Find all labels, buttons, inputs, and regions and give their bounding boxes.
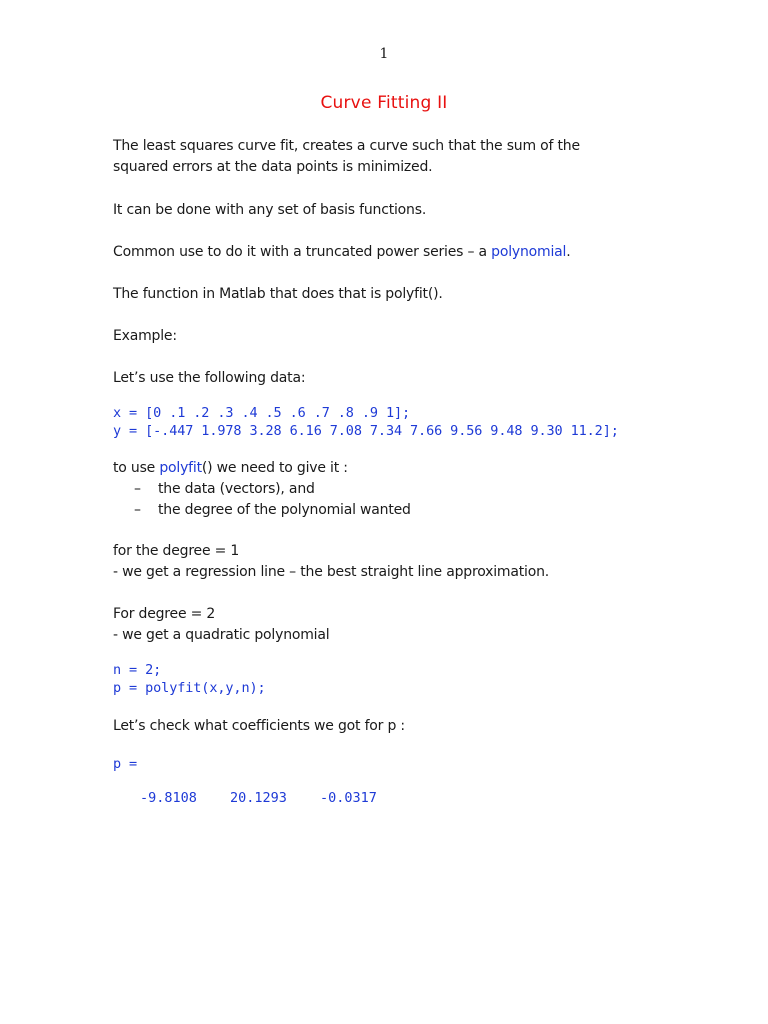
- matlab-function-text: The function in Matlab that does that is polyfit().: [113, 286, 443, 302]
- intro-line-1: The least squares curve fit, creates a curve such that the sum of the: [113, 138, 580, 154]
- degree-2-description: - we get a quadratic polynomial: [113, 627, 330, 643]
- polyfit-usage-suffix: () we need to give it :: [201, 460, 348, 476]
- code-n-assignment: n = 2;: [113, 662, 162, 678]
- bullet-dash: –: [134, 481, 141, 497]
- code-y-vector: y = [-.447 1.978 3.28 6.16 7.08 7.34 7.66 9.56 9.48 9.30 11.2];: [113, 423, 619, 439]
- degree-2-heading: For degree = 2: [113, 606, 216, 622]
- coefficient-value: -0.0317: [320, 790, 377, 806]
- basis-functions-text: It can be done with any set of basis functions.: [113, 202, 427, 218]
- output-p-label: p =: [113, 756, 138, 772]
- common-use-prefix: Common use to do it with a truncated power series – a: [113, 244, 492, 260]
- degree-1-heading: for the degree = 1: [113, 543, 240, 559]
- page-number: 1: [379, 46, 389, 62]
- intro-line-2: squared errors at the data points is minimized.: [113, 159, 433, 175]
- polyfit-usage-text: [113, 460, 348, 476]
- common-use-suffix: .: [566, 244, 571, 260]
- polynomial-link[interactable]: polynomial: [491, 244, 567, 260]
- polyfit-link[interactable]: polyfit: [159, 460, 202, 476]
- coefficient-value: 20.1293: [230, 790, 287, 806]
- code-x-vector: x = [0 .1 .2 .3 .4 .5 .6 .7 .8 .9 1];: [113, 405, 411, 421]
- page-title: Curve Fitting II: [320, 93, 448, 113]
- coefficient-value: -9.8108: [140, 790, 197, 806]
- bullet-dash: –: [134, 502, 141, 518]
- bullet-item-data: the data (vectors), and: [158, 481, 315, 497]
- check-coefficients-text: Let’s check what coefficients we got for p :: [113, 718, 405, 734]
- polyfit-usage-prefix: to use: [113, 460, 160, 476]
- degree-1-description: - we get a regression line – the best straight line approximation.: [113, 564, 550, 580]
- common-use-text: [113, 244, 571, 260]
- bullet-item-degree: the degree of the polynomial wanted: [158, 502, 411, 518]
- example-label: Example:: [113, 328, 177, 344]
- code-polyfit-call: p = polyfit(x,y,n);: [113, 680, 266, 696]
- data-intro-text: Let’s use the following data:: [113, 370, 306, 386]
